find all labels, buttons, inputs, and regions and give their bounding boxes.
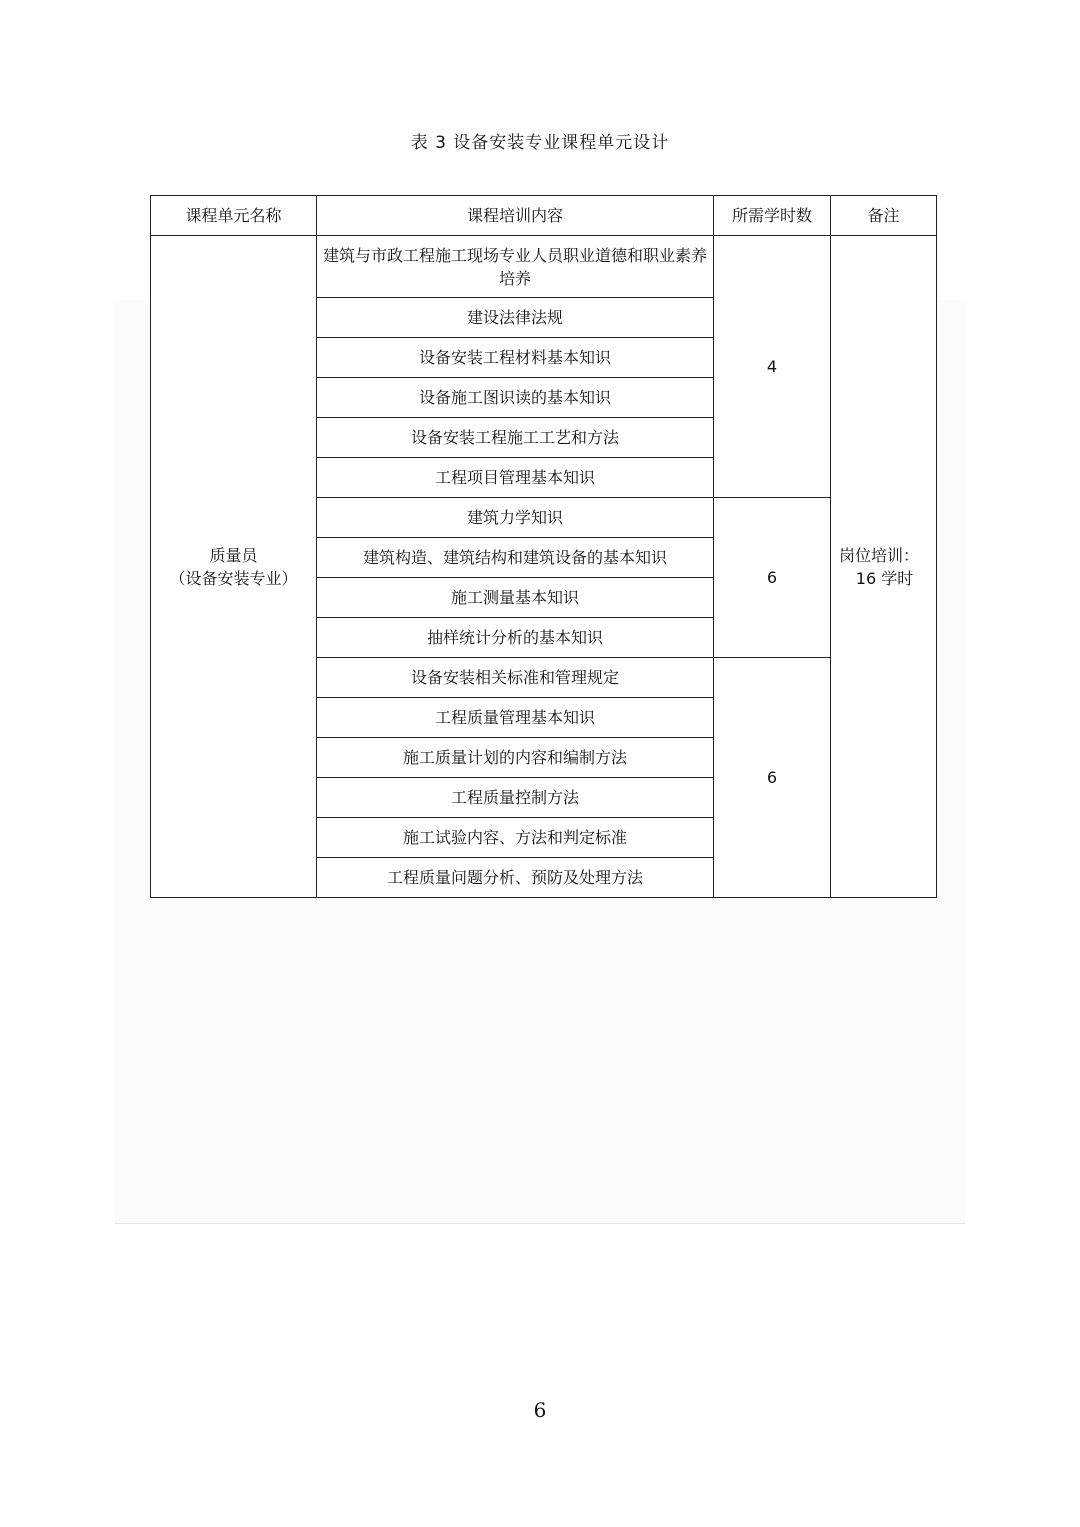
content-cell: 施工质量计划的内容和编制方法 [317,738,714,778]
content-cell: 抽样统计分析的基本知识 [317,618,714,658]
unit-name-cell [151,236,317,898]
content-cell: 工程质量控制方法 [317,778,714,818]
note-line1: 岗位培训： [839,545,920,565]
content-cell: 设备施工图识读的基本知识 [317,378,714,418]
header-note: 备注 [831,196,937,236]
hours-cell: 6 [714,658,831,898]
content-cell: 工程项目管理基本知识 [317,458,714,498]
header-unit-name: 课程单元名称 [151,196,317,236]
page-number: 6 [533,1398,547,1422]
note-line2: 16 学时 [855,568,914,588]
table-caption: 表 3 设备安装专业课程单元设计 [410,133,670,153]
content-cell: 工程质量管理基本知识 [317,698,714,738]
course-unit-table [150,195,937,898]
content-cell: 施工测量基本知识 [317,578,714,618]
content-cell: 建设法律法规 [317,298,714,338]
content-cell: 建筑与市政工程施工现场专业人员职业道德和职业素养培养 [317,236,714,298]
content-cell: 设备安装相关标准和管理规定 [317,658,714,698]
content-cell: 建筑构造、建筑结构和建筑设备的基本知识 [317,538,714,578]
unit-name-line2: （设备安装专业） [169,568,298,588]
content-cell: 设备安装工程施工工艺和方法 [317,418,714,458]
unit-name-line1: 质量员 [209,545,258,565]
header-hours: 所需学时数 [714,196,831,236]
header-content: 课程培训内容 [317,196,714,236]
content-cell: 施工试验内容、方法和判定标准 [317,818,714,858]
hours-cell: 4 [714,236,831,498]
content-cell: 设备安装工程材料基本知识 [317,338,714,378]
table-header-row [151,196,937,236]
hours-cell: 6 [714,498,831,658]
table-row [151,236,937,298]
note-cell [831,236,937,898]
content-cell: 建筑力学知识 [317,498,714,538]
content-cell: 工程质量问题分析、预防及处理方法 [317,858,714,898]
